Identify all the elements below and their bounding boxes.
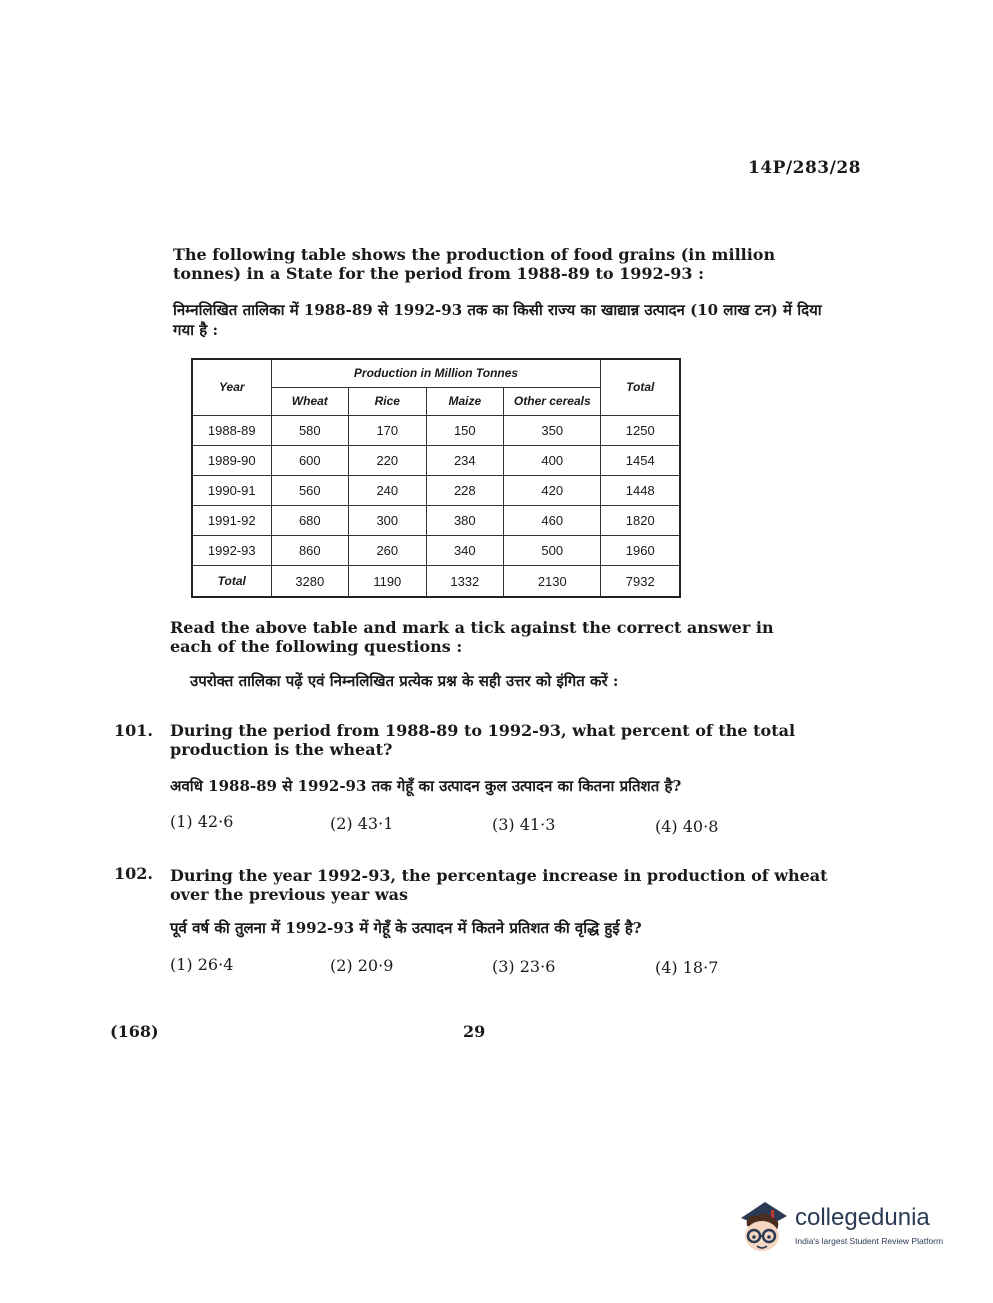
value-cell: 400 [504,445,601,475]
logo-tagline: India's largest Student Review Platform [795,1236,944,1246]
value-cell: 3280 [271,566,349,597]
value-cell: 260 [349,536,426,566]
col-rice: Rice [349,387,426,415]
value-cell: 234 [426,445,504,475]
value-cell: 580 [271,415,349,445]
question-text: During the year 1992-93, the percentage increase in production of wheat over the previous year was [170,866,828,904]
production-table [191,358,681,598]
table-row [192,445,680,475]
page-number: 29 [463,1022,486,1041]
value-cell: 240 [349,475,426,505]
table-row [192,536,680,566]
value-cell: 228 [426,475,504,505]
col-other-cereals: Other cereals [504,387,601,415]
question-number: 101. [114,721,153,740]
value-cell: 1332 [426,566,504,597]
total-cell: 1960 [601,536,680,566]
value-cell: 350 [504,415,601,445]
option-3[interactable]: (3) 41·3 [492,815,556,834]
year-cell: 1992-93 [192,536,271,566]
value-cell: 1190 [349,566,426,597]
question-number: 102. [114,864,153,883]
value-cell: 2130 [504,566,601,597]
value-cell: 220 [349,445,426,475]
year-header: Year [192,359,271,415]
year-cell: 1991-92 [192,506,271,536]
year-cell: 1988-89 [192,415,271,445]
value-cell: 600 [271,445,349,475]
table-total-row [192,566,680,597]
total-cell: 1454 [601,445,680,475]
value-cell: 680 [271,506,349,536]
collegedunia-logo [735,1196,965,1258]
value-cell: 170 [349,415,426,445]
grand-total-cell: 7932 [601,566,680,597]
total-cell: 1820 [601,506,680,536]
col-maize: Maize [426,387,504,415]
instructions-hindi: उपरोक्त तालिका पढ़ें एवं निम्नलिखित प्रत्येक प्रश्न के सही उत्तर को इंगित करें : [190,672,619,690]
value-cell: 860 [271,536,349,566]
paper-code: 14P/283/28 [748,158,862,178]
intro-hindi: निम्नलिखित तालिका में 1988-89 से 1992-93 तक का किसी राज्य का खाद्यान्न उत्पादन (10 लाख टन) में दिया गया है : [173,301,822,339]
table-row [192,506,680,536]
year-cell: 1989-90 [192,445,271,475]
value-cell: 380 [426,506,504,536]
option-4[interactable]: (4) 40·8 [655,817,719,836]
value-cell: 300 [349,506,426,536]
mascot-icon [735,1196,793,1258]
option-2[interactable]: (2) 20·9 [330,956,394,975]
option-1[interactable]: (1) 42·6 [170,812,234,831]
total-label-cell: Total [192,566,271,597]
value-cell: 150 [426,415,504,445]
year-cell: 1990-91 [192,475,271,505]
question-text-hindi: अवधि 1988-89 से 1992-93 तक गेहूँ का उत्पादन कुल उत्पादन का कितना प्रतिशत है? [170,777,682,795]
option-2[interactable]: (2) 43·1 [330,814,394,833]
value-cell: 340 [426,536,504,566]
table-row [192,475,680,505]
total-header: Total [601,359,680,415]
production-group-header: Production in Million Tonnes [271,359,601,387]
question-text: During the period from 1988-89 to 1992-93, what percent of the total production is the wheat? [170,721,796,759]
col-wheat: Wheat [271,387,349,415]
intro-english: The following table shows the production of food grains (in million tonnes) in a State for the period from 1988-89 to 1992-93 : [173,245,776,283]
total-cell: 1448 [601,475,680,505]
logo-name: collegedunia [795,1204,930,1231]
option-3[interactable]: (3) 23·6 [492,957,556,976]
question-text-hindi: पूर्व वर्ष की तुलना में 1992-93 में गेहूँ के उत्पादन में कितने प्रतिशत की वृद्धि हुई है? [170,919,642,937]
value-cell: 420 [504,475,601,505]
option-4[interactable]: (4) 18·7 [655,958,719,977]
option-1[interactable]: (1) 26·4 [170,955,234,974]
footer-code: (168) [110,1022,159,1041]
total-cell: 1250 [601,415,680,445]
value-cell: 560 [271,475,349,505]
value-cell: 460 [504,506,601,536]
value-cell: 500 [504,536,601,566]
table-row [192,415,680,445]
instructions-english: Read the above table and mark a tick against the correct answer in each of the following questions : [170,618,774,656]
